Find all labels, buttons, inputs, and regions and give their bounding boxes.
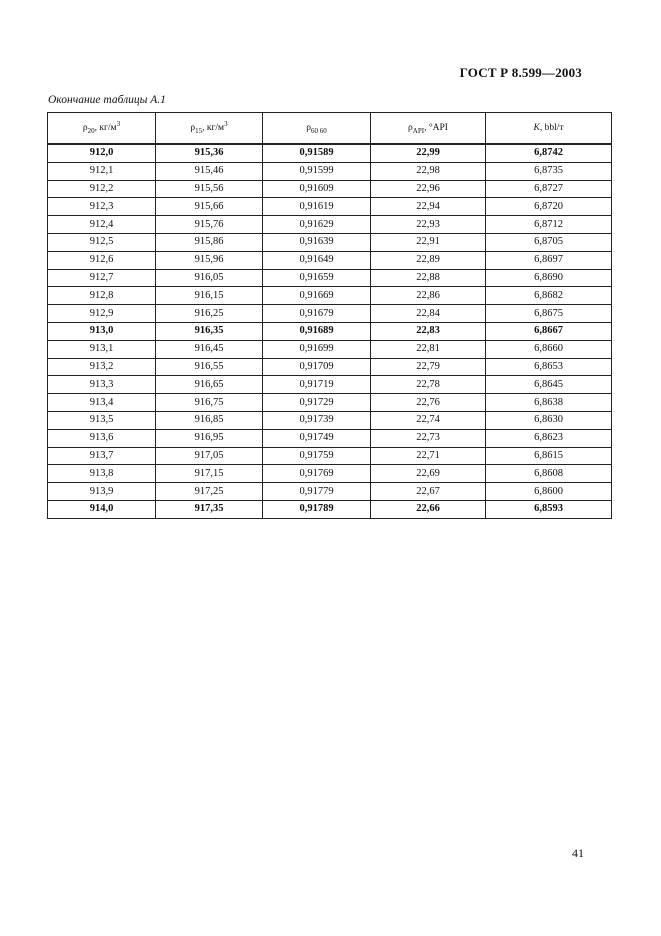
table-cell: 912,5 <box>48 233 156 251</box>
table-cell: 0,91659 <box>263 269 371 287</box>
table-row <box>48 305 612 323</box>
table-cell: 22,91 <box>371 233 486 251</box>
table-cell: 6,8593 <box>486 500 612 518</box>
table-cell: 6,8600 <box>486 483 612 501</box>
table-cell: 0,91719 <box>263 376 371 394</box>
table-cell: 6,8623 <box>486 429 612 447</box>
table-cell: 22,96 <box>371 180 486 198</box>
table-cell: 22,76 <box>371 394 486 412</box>
table-cell: 912,2 <box>48 180 156 198</box>
table-body <box>48 144 612 518</box>
table-cell: 22,79 <box>371 358 486 376</box>
table-caption: Окончание таблицы А.1 <box>48 94 166 106</box>
table-cell: 915,86 <box>156 233 263 251</box>
table-cell: 915,96 <box>156 251 263 269</box>
table-cell: 912,3 <box>48 198 156 216</box>
table-cell: 0,91789 <box>263 500 371 518</box>
table-cell: 0,91699 <box>263 340 371 358</box>
table-cell: 916,35 <box>156 322 263 340</box>
table-row <box>48 287 612 305</box>
table-cell: 913,9 <box>48 483 156 501</box>
table-cell: 0,91779 <box>263 483 371 501</box>
table-cell: 916,25 <box>156 305 263 323</box>
table-cell: 6,8690 <box>486 269 612 287</box>
table-cell: 6,8653 <box>486 358 612 376</box>
table-row <box>48 162 612 180</box>
table-cell: 916,45 <box>156 340 263 358</box>
table-cell: 914,0 <box>48 500 156 518</box>
table-cell: 0,91729 <box>263 394 371 412</box>
table-cell: 6,8638 <box>486 394 612 412</box>
table-cell: 22,67 <box>371 483 486 501</box>
table-cell: 913,7 <box>48 447 156 465</box>
table-cell: 913,5 <box>48 411 156 429</box>
table-cell: 0,91619 <box>263 198 371 216</box>
table-cell: 912,6 <box>48 251 156 269</box>
table-row <box>48 447 612 465</box>
column-header-rho-api: $\rho_{API}$, °API <box>371 113 486 145</box>
table-cell: 915,66 <box>156 198 263 216</box>
table-cell: 6,8660 <box>486 340 612 358</box>
table-row <box>48 411 612 429</box>
table-cell: 0,91759 <box>263 447 371 465</box>
table-cell: 6,8727 <box>486 180 612 198</box>
table-cell: 912,8 <box>48 287 156 305</box>
table-cell: 22,98 <box>371 162 486 180</box>
table-cell: 0,91669 <box>263 287 371 305</box>
table-cell: 6,8735 <box>486 162 612 180</box>
table-cell: 0,91589 <box>263 144 371 162</box>
table-cell: 22,89 <box>371 251 486 269</box>
table-cell: 913,4 <box>48 394 156 412</box>
table-cell: 917,15 <box>156 465 263 483</box>
table-cell: 0,91709 <box>263 358 371 376</box>
table-cell: 6,8697 <box>486 251 612 269</box>
column-header-rho15: $\rho_{15}$, $кг/м^3$ <box>156 113 263 145</box>
table-row <box>48 251 612 269</box>
table-cell: 6,8645 <box>486 376 612 394</box>
density-table <box>47 112 612 519</box>
table-cell: 6,8630 <box>486 411 612 429</box>
table-row <box>48 233 612 251</box>
table-cell: 916,85 <box>156 411 263 429</box>
table-cell: 913,0 <box>48 322 156 340</box>
table-cell: 916,05 <box>156 269 263 287</box>
table-cell: 22,69 <box>371 465 486 483</box>
table-cell: 6,8615 <box>486 447 612 465</box>
column-header-rho20: $\rho_{20}$, $кг/м^3$ <box>48 113 156 145</box>
table-cell: 22,99 <box>371 144 486 162</box>
table-cell: 22,74 <box>371 411 486 429</box>
table-cell: 912,7 <box>48 269 156 287</box>
table-cell: 915,76 <box>156 216 263 234</box>
table-cell: 912,0 <box>48 144 156 162</box>
table-cell: 22,88 <box>371 269 486 287</box>
table-cell: 913,3 <box>48 376 156 394</box>
column-header-rho60: $\rho_{60 60}$ <box>263 113 371 145</box>
table-row <box>48 358 612 376</box>
table-cell: 0,91629 <box>263 216 371 234</box>
table-cell: 22,83 <box>371 322 486 340</box>
table-cell: 916,55 <box>156 358 263 376</box>
table-row <box>48 269 612 287</box>
table-header-row <box>48 113 612 145</box>
table-cell: 0,91639 <box>263 233 371 251</box>
table-cell: 22,93 <box>371 216 486 234</box>
table-row <box>48 394 612 412</box>
table-cell: 917,35 <box>156 500 263 518</box>
table-cell: 22,81 <box>371 340 486 358</box>
table-row <box>48 322 612 340</box>
table-row <box>48 340 612 358</box>
table-cell: 0,91599 <box>263 162 371 180</box>
table-cell: 22,94 <box>371 198 486 216</box>
table-cell: 22,71 <box>371 447 486 465</box>
table-row <box>48 500 612 518</box>
table-cell: 916,65 <box>156 376 263 394</box>
table-row <box>48 216 612 234</box>
table-cell: 0,91609 <box>263 180 371 198</box>
table-cell: 6,8742 <box>486 144 612 162</box>
table-row <box>48 465 612 483</box>
table-cell: 0,91649 <box>263 251 371 269</box>
table-cell: 22,84 <box>371 305 486 323</box>
table-cell: 22,86 <box>371 287 486 305</box>
table-row <box>48 198 612 216</box>
table-cell: 6,8667 <box>486 322 612 340</box>
table-cell: 22,73 <box>371 429 486 447</box>
table-cell: 912,4 <box>48 216 156 234</box>
table-cell: 916,15 <box>156 287 263 305</box>
table-cell: 0,91749 <box>263 429 371 447</box>
table-cell: 22,66 <box>371 500 486 518</box>
table-row <box>48 144 612 162</box>
table-cell: 912,9 <box>48 305 156 323</box>
table-row <box>48 483 612 501</box>
table-cell: 913,2 <box>48 358 156 376</box>
table-cell: 915,56 <box>156 180 263 198</box>
table-cell: 6,8682 <box>486 287 612 305</box>
table-row <box>48 180 612 198</box>
document-code: ГОСТ Р 8.599—2003 <box>459 65 582 80</box>
table-cell: 916,75 <box>156 394 263 412</box>
table-cell: 6,8712 <box>486 216 612 234</box>
table-cell: 915,36 <box>156 144 263 162</box>
table-cell: 916,95 <box>156 429 263 447</box>
table-cell: 22,78 <box>371 376 486 394</box>
table-cell: 6,8720 <box>486 198 612 216</box>
table-cell: 913,6 <box>48 429 156 447</box>
table-cell: 917,05 <box>156 447 263 465</box>
page-number: 41 <box>572 846 584 860</box>
column-header-k: K, bbl/т <box>486 113 612 145</box>
table-cell: 6,8675 <box>486 305 612 323</box>
table-cell: 6,8608 <box>486 465 612 483</box>
table-cell: 0,91769 <box>263 465 371 483</box>
table-cell: 6,8705 <box>486 233 612 251</box>
table-cell: 0,91739 <box>263 411 371 429</box>
table-cell: 917,25 <box>156 483 263 501</box>
table-row <box>48 429 612 447</box>
table-cell: 912,1 <box>48 162 156 180</box>
table-cell: 0,91679 <box>263 305 371 323</box>
table-row <box>48 376 612 394</box>
table-cell: 913,8 <box>48 465 156 483</box>
table-cell: 915,46 <box>156 162 263 180</box>
table-cell: 913,1 <box>48 340 156 358</box>
table-cell: 0,91689 <box>263 322 371 340</box>
